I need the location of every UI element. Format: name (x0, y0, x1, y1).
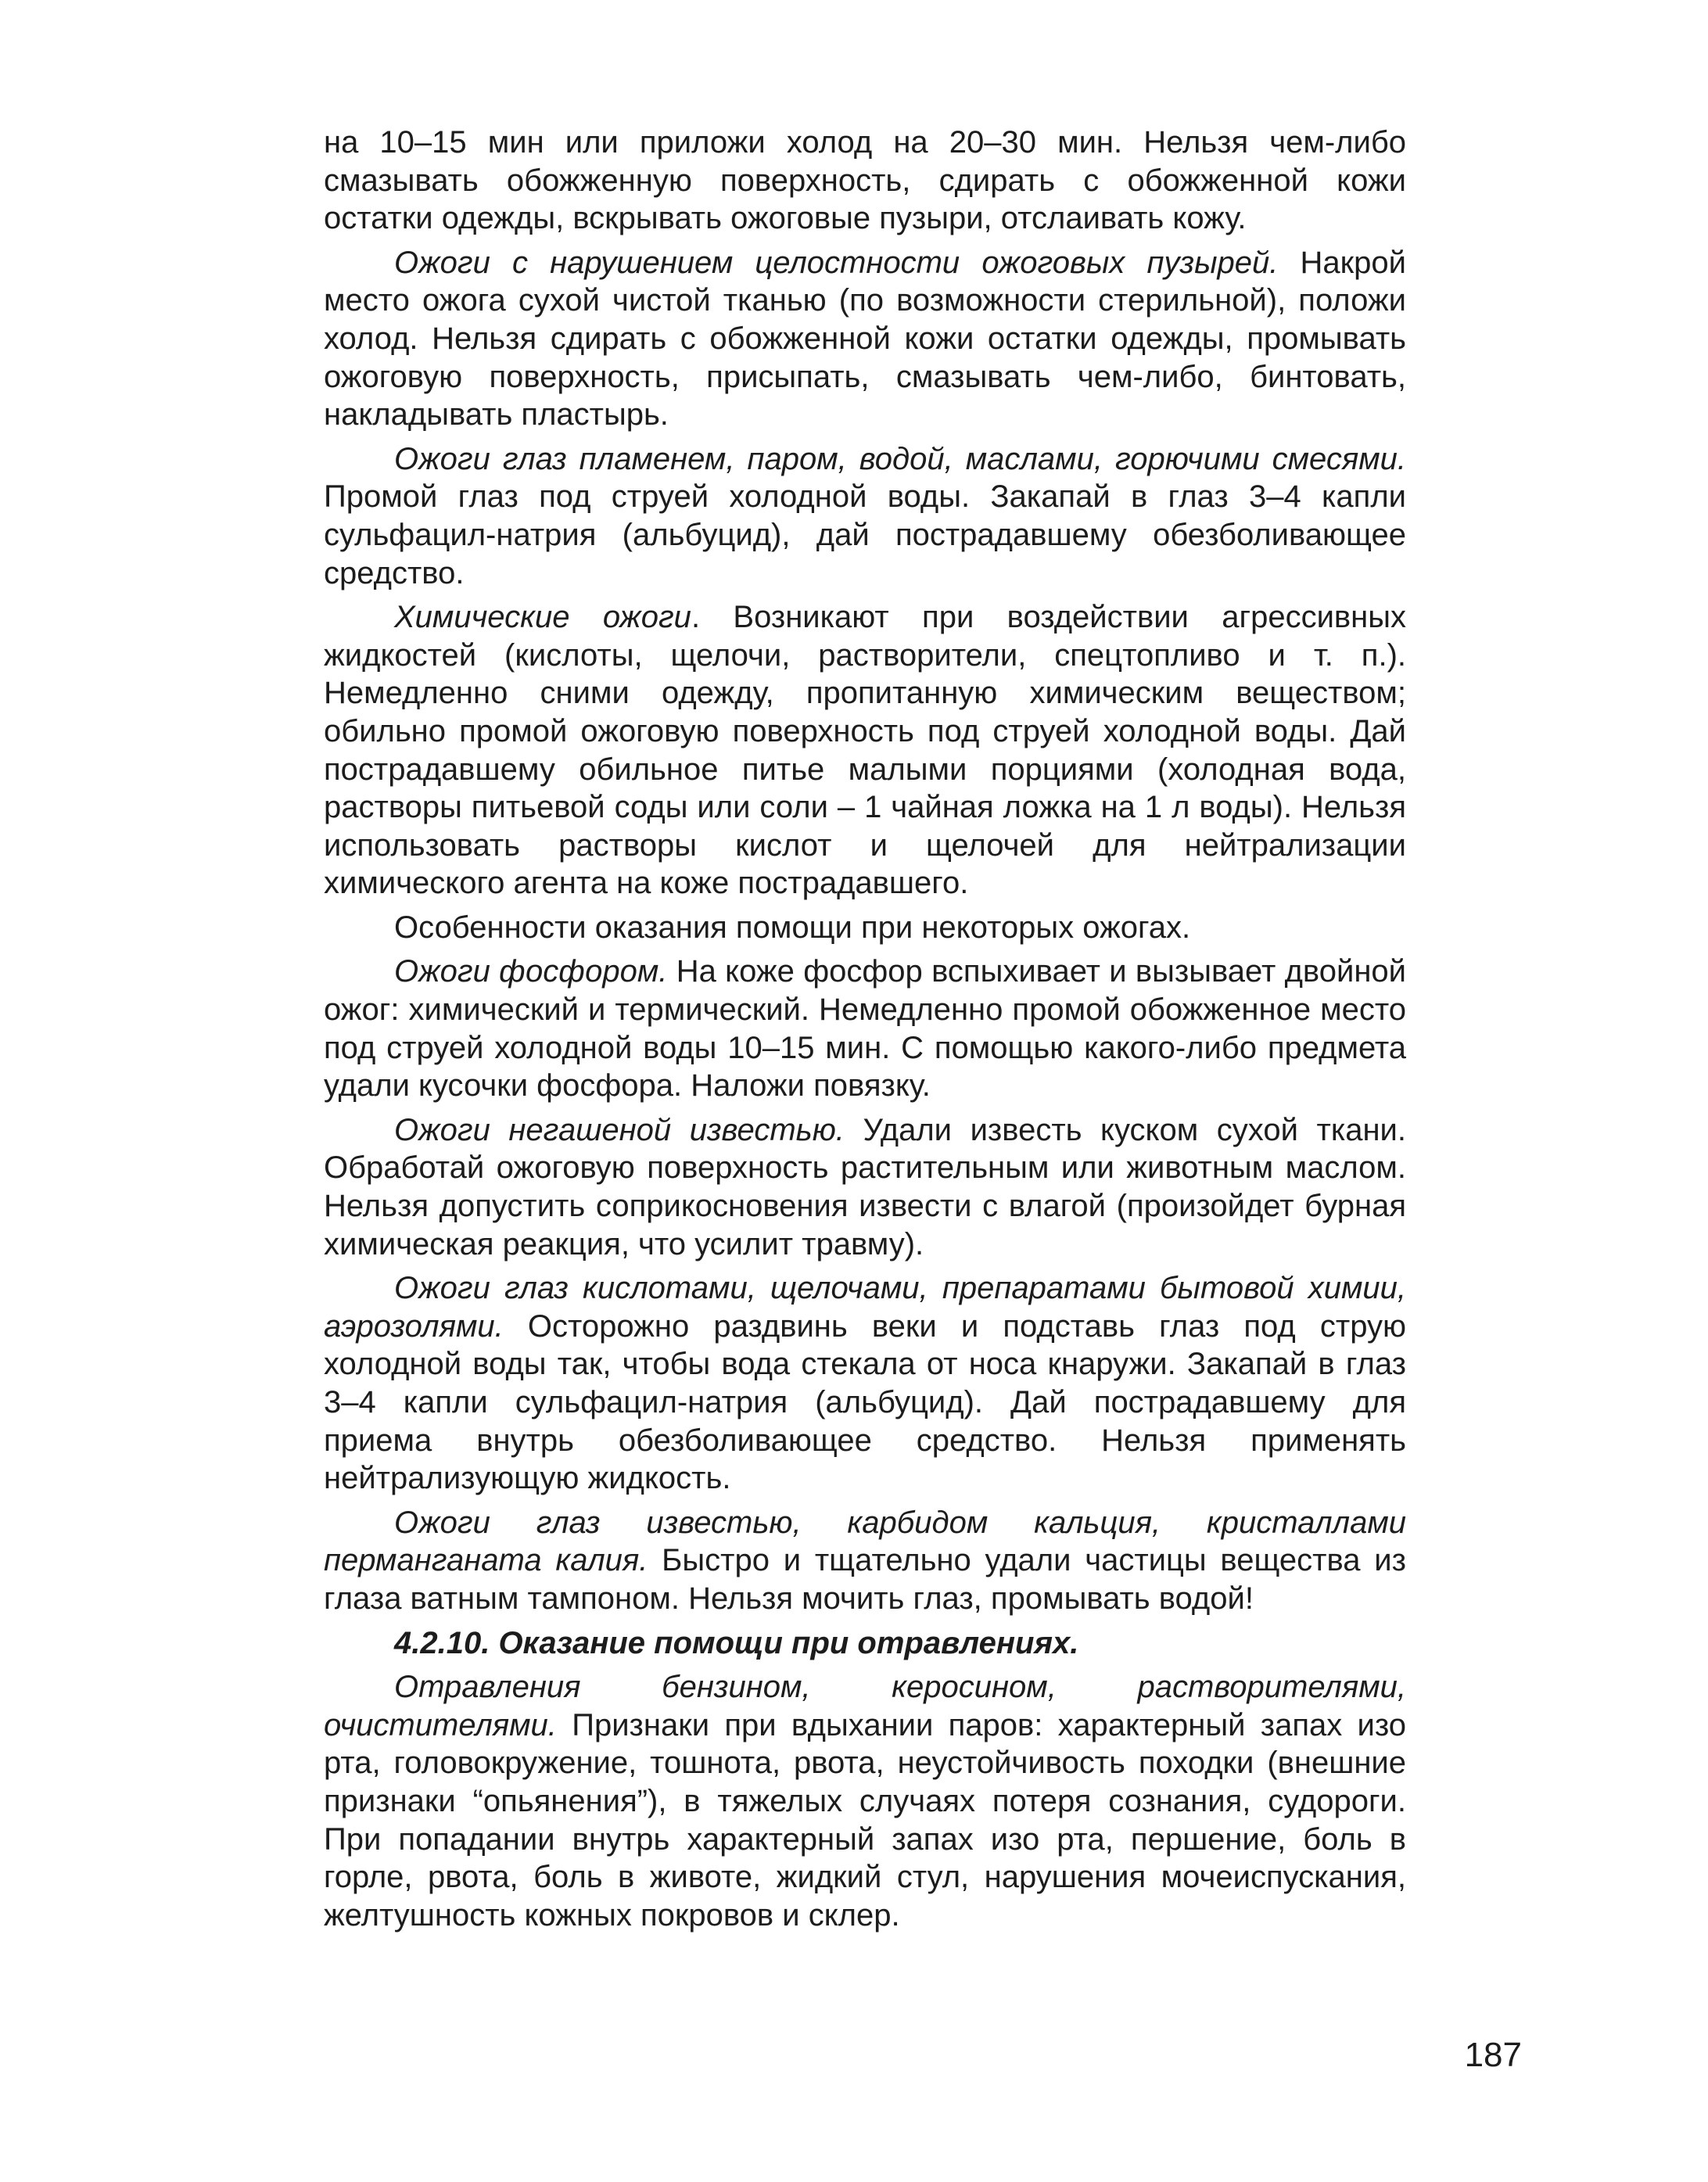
paragraph-text: На коже фосфор вспыхивает и вызывает двойной ожог: химический и термический. Немедленно промой обожженное место под струей холодной воды 10–15 мин. С помощью какого-либо предмета удали кусочки фосфора. Наложи повязку. (324, 954, 1407, 1104)
paragraph-9 (324, 1504, 1406, 1618)
paragraph-run-in-heading: Ожоги глаз известью, карбидом кальция, кристаллами перманганата калия. (324, 1505, 1406, 1578)
section-heading (324, 1624, 1406, 1663)
paragraph-run-in-heading: Ожоги глаз пламенем, паром, водой, маслами, горючими смесями. (394, 441, 1406, 476)
page-body (324, 124, 1406, 1940)
paragraph-text: Осторожно раздвинь веки и подставь глаз под струю холодной воды так, чтобы вода стекала от носа кнаружи. Закапай в глаз 3–4 капли сульфацил-натрия (альбуцид). Дай пострадавшему для приема внутрь обезболивающее средство. Нельзя применять нейтрализующую жидкость. (324, 1308, 1406, 1496)
paragraph-3 (324, 440, 1406, 592)
paragraph-run-in-heading: Химические ожоги (394, 600, 691, 635)
page-number: 187 (1464, 2036, 1522, 2074)
paragraph-run-in-heading: Отравления бензином, керосином, растворителями, очистителями. (324, 1670, 1406, 1742)
paragraph-text: на 10–15 мин или приложи холод на 20–30 мин. Нельзя чем-либо смазывать обожженную поверхность, сдирать с обожженной кожи остатки одежды, вскрывать ожоговые пузыри, отслаивать кожу. (324, 125, 1406, 236)
paragraph-5 (324, 909, 1406, 947)
paragraph-11 (324, 1668, 1406, 1934)
paragraph-text: Промой глаз под струей холодной воды. Закапай в глаз 3–4 капли сульфацил-натрия (альбуцид), дай пострадавшему обезболивающее средство. (324, 479, 1406, 590)
paragraph-4 (324, 598, 1406, 903)
paragraph-text: Удали известь куском сухой ткани. Обработай ожоговую поверхность растительным или животным маслом. Нельзя допустить соприкосновения извести с влагой (произойдет бурная химическая реакция, что усилит травму). (324, 1112, 1407, 1261)
paragraph-text: Особенности оказания помощи при некоторых ожогах. (394, 910, 1191, 945)
paragraph-text: Накрой место ожога сухой чистой тканью (по возможности стерильной), положи холод. Нельзя сдирать с обожженной кожи остатки одежды, промывать ожоговую поверхность, присыпать, смазывать чем-либо, бинтовать, накладывать пластырь. (324, 245, 1406, 432)
paragraph-run-in-heading: Ожоги глаз кислотами, щелочами, препаратами бытовой химии, аэрозолями. (324, 1271, 1406, 1344)
paragraph-7 (324, 1111, 1406, 1263)
paragraph-text: . Возникают при воздействии агрессивных жидкостей (кислоты, щелочи, растворители, спецтопливо и т. п.). Немедленно сними одежду, пропитанную химическим веществом; обильно промой ожоговую поверхность под струей холодной воды. Дай пострадавшему обильное питье малыми порциями (холодная вода, растворы питьевой соды или соли – 1 чайная ложка на 1 л воды). Нельзя использовать растворы кислот и щелочей для нейтрализации химического агента на коже пострадавшего. (324, 600, 1407, 901)
paragraph-run-in-heading: Ожоги с нарушением целостности ожоговых пузырей. (394, 245, 1279, 280)
paragraph-2 (324, 244, 1406, 434)
paragraph-run-in-heading: Ожоги негашеной известью. (394, 1112, 845, 1147)
paragraph-text: Быстро и тщательно удали частицы вещества из глаза ватным тампоном. Нельзя мочить глаз, промывать водой! (324, 1543, 1406, 1616)
paragraph-6 (324, 953, 1406, 1104)
paragraph-text: Признаки при вдыхании паров: характерный запах изо рта, головокружение, тошнота, рвота, неустойчивость походки (внешние признаки “опьянения”), в тяжелых случаях потеря сознания, судороги. При попадании внутрь характерный запах изо рта, першение, боль в горле, рвота, боль в животе, жидкий стул, нарушения мочеиспускания, желтушность кожных покровов и склер. (324, 1707, 1406, 1933)
paragraph-8 (324, 1269, 1406, 1498)
section-heading-text: 4.2.10. Оказание помощи при отравлениях. (394, 1625, 1079, 1660)
paragraph-1 (324, 124, 1406, 238)
paragraph-run-in-heading: Ожоги фосфором. (394, 954, 668, 989)
